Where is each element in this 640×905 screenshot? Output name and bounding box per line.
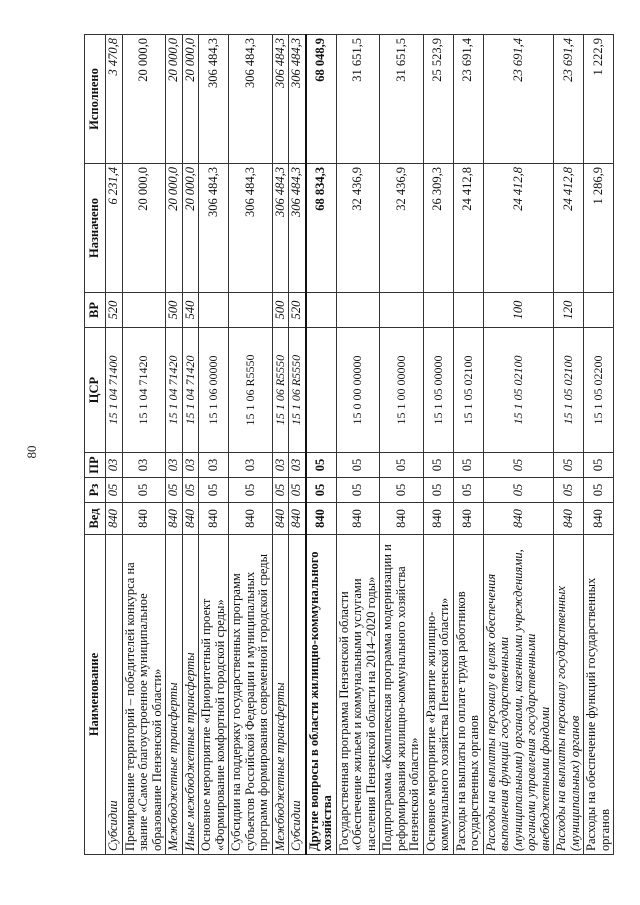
cell-name: Расходы на выплаты персоналу в целях обеспечения выполнения функций государственными (муниципальными) органами, казенными учреждениями, органами управления государственными внебюджетными фондами [483,535,554,855]
cell-vr [336,293,380,328]
cell-name: Государственная программа Пензенской области «Обеспечение жильем и коммунальными услугами населения Пензенской области на 2014–2020 годы» [336,535,380,855]
header-assigned: Назначено [85,164,106,293]
header-rz: Рз [85,478,106,503]
cell-vr [199,293,229,328]
header-ved: Вед [85,503,106,535]
cell-vr: 520 [289,293,306,328]
cell-rz: 05 [306,478,337,503]
cell-vr: 120 [554,293,584,328]
cell-pr: 05 [423,453,453,478]
cell-pr: 03 [106,453,123,478]
header-pr: ПР [85,453,106,478]
table-row [453,35,483,855]
cell-ved: 840 [229,503,273,535]
table-row [423,35,453,855]
cell-pr: 03 [122,453,166,478]
cell-pr: 03 [199,453,229,478]
cell-rz: 05 [199,478,229,503]
cell-csr: 15 1 06 R5550 [289,328,306,453]
cell-vr [380,293,424,328]
cell-csr: 15 1 00 00000 [380,328,424,453]
cell-csr: 15 1 05 02100 [453,328,483,453]
cell-name: Премирование территорий – победителей конкурса на звание «Самое благоустроенное муниципальное образование Пензенской области» [122,535,166,855]
cell-rz: 05 [106,478,123,503]
cell-name: Иные межбюджетные трансферты [182,535,199,855]
cell-vr: 500 [166,293,183,328]
budget-table [84,34,614,855]
cell-rz: 05 [289,478,306,503]
cell-rz: 05 [229,478,273,503]
cell-executed: 306 484,3 [229,35,273,164]
cell-ved: 840 [423,503,453,535]
cell-pr: 03 [182,453,199,478]
cell-assigned: 24 412,8 [483,164,554,293]
cell-assigned: 6 231,4 [106,164,123,293]
cell-ved: 840 [106,503,123,535]
cell-rz: 05 [554,478,584,503]
cell-assigned: 306 484,3 [289,164,306,293]
table-row [199,35,229,855]
cell-executed: 3 470,8 [106,35,123,164]
cell-assigned: 68 834,3 [306,164,337,293]
cell-rz: 05 [182,478,199,503]
table-row [182,35,199,855]
cell-pr: 03 [289,453,306,478]
cell-pr: 05 [336,453,380,478]
cell-pr: 03 [229,453,273,478]
cell-csr: 15 1 05 02100 [483,328,554,453]
cell-ved: 840 [584,503,614,535]
cell-assigned: 20 000,0 [182,164,199,293]
cell-assigned: 26 309,3 [423,164,453,293]
cell-rz: 05 [483,478,554,503]
cell-rz: 05 [453,478,483,503]
cell-ved: 840 [272,503,289,535]
table-row [106,35,123,855]
cell-ved: 840 [554,503,584,535]
table-row [554,35,584,855]
cell-pr: 03 [272,453,289,478]
cell-assigned: 306 484,3 [272,164,289,293]
cell-name: Расходы на выплаты по оплате труда работников государственных органов [453,535,483,855]
table-header-row [85,35,106,855]
cell-name: Субсидии [289,535,306,855]
header-vr: ВР [85,293,106,328]
cell-assigned: 24 412,8 [453,164,483,293]
cell-ved: 840 [483,503,554,535]
cell-csr: 15 1 06 00000 [199,328,229,453]
table-body [106,35,614,855]
cell-executed: 23 691,4 [483,35,554,164]
cell-executed: 31 651,5 [336,35,380,164]
table-row [166,35,183,855]
cell-vr [122,293,166,328]
cell-executed: 20 000,0 [166,35,183,164]
cell-csr: 15 1 04 71420 [182,328,199,453]
table-row [272,35,289,855]
cell-executed: 31 651,5 [380,35,424,164]
cell-assigned: 306 484,3 [199,164,229,293]
cell-csr: 15 1 05 00000 [423,328,453,453]
cell-name: Расходы на обеспечение функций государственных органов [584,535,614,855]
rotated-table-container [84,35,612,855]
cell-executed: 68 048,9 [306,35,337,164]
cell-pr: 05 [554,453,584,478]
cell-vr [423,293,453,328]
cell-pr: 05 [453,453,483,478]
header-executed: Исполнено [85,35,106,164]
cell-assigned: 24 412,8 [554,164,584,293]
cell-rz: 05 [584,478,614,503]
table-row [122,35,166,855]
cell-name: Другие вопросы в области жилищно-коммунального хозяйства [306,535,337,855]
cell-ved: 840 [380,503,424,535]
cell-csr: 15 1 06 R5550 [272,328,289,453]
cell-vr: 540 [182,293,199,328]
cell-vr [306,293,337,328]
cell-name: Подпрограмма «Комплексная программа модернизации и реформирования жилищно-коммунального хозяйства Пензенской области» [380,535,424,855]
cell-pr: 05 [483,453,554,478]
cell-ved: 840 [122,503,166,535]
cell-pr: 05 [380,453,424,478]
cell-ved: 840 [306,503,337,535]
cell-ved: 840 [199,503,229,535]
cell-executed: 306 484,3 [199,35,229,164]
cell-name: Межбюджетные трансферты [272,535,289,855]
cell-vr: 100 [483,293,554,328]
cell-rz: 05 [122,478,166,503]
table-row [380,35,424,855]
cell-name: Основное мероприятие «Приоритетный проект «Формирование комфортной городской среды» [199,535,229,855]
cell-name: Основное мероприятие «Развитие жилищно-коммунального хозяйства Пензенской области» [423,535,453,855]
cell-rz: 05 [423,478,453,503]
cell-pr: 05 [306,453,337,478]
cell-ved: 840 [453,503,483,535]
cell-ved: 840 [166,503,183,535]
cell-assigned: 20 000,0 [166,164,183,293]
cell-ved: 840 [182,503,199,535]
cell-vr [453,293,483,328]
cell-assigned: 32 436,9 [336,164,380,293]
cell-csr: 15 1 06 R5550 [229,328,273,453]
page-number: 80 [24,445,39,459]
cell-rz: 05 [336,478,380,503]
cell-executed: 25 523,9 [423,35,453,164]
header-name: Наименование [85,535,106,855]
cell-executed: 20 000,0 [122,35,166,164]
cell-vr: 520 [106,293,123,328]
cell-vr: 500 [272,293,289,328]
cell-csr [306,328,337,453]
cell-ved: 840 [289,503,306,535]
table-row [306,35,337,855]
cell-csr: 15 1 05 02100 [554,328,584,453]
cell-csr: 15 1 05 02200 [584,328,614,453]
cell-assigned: 1 286,9 [584,164,614,293]
cell-pr: 03 [166,453,183,478]
cell-csr: 15 1 04 71400 [106,328,123,453]
cell-csr: 15 1 04 71420 [166,328,183,453]
cell-name: Субсидии [106,535,123,855]
cell-assigned: 20 000,0 [122,164,166,293]
cell-csr: 15 0 00 00000 [336,328,380,453]
cell-rz: 05 [166,478,183,503]
cell-vr [229,293,273,328]
cell-executed: 306 484,3 [272,35,289,164]
table-row [289,35,306,855]
header-csr: ЦСР [85,328,106,453]
cell-assigned: 32 436,9 [380,164,424,293]
cell-name: Субсидии на поддержку государственных программ субъектов Российской Федерации и муниципальных программ формирования современной городской среды [229,535,273,855]
cell-name: Расходы на выплаты персоналу государственных (муниципальных) органов [554,535,584,855]
cell-vr [584,293,614,328]
cell-csr: 15 1 04 71420 [122,328,166,453]
cell-assigned: 306 484,3 [229,164,273,293]
cell-executed: 20 000,0 [182,35,199,164]
cell-pr: 05 [584,453,614,478]
table-row [229,35,273,855]
cell-rz: 05 [380,478,424,503]
cell-rz: 05 [272,478,289,503]
cell-executed: 23 691,4 [453,35,483,164]
cell-name: Межбюджетные трансферты [166,535,183,855]
cell-executed: 306 484,3 [289,35,306,164]
table-row [336,35,380,855]
cell-executed: 1 222,9 [584,35,614,164]
cell-executed: 23 691,4 [554,35,584,164]
table-row [584,35,614,855]
table-row [483,35,554,855]
cell-ved: 840 [336,503,380,535]
